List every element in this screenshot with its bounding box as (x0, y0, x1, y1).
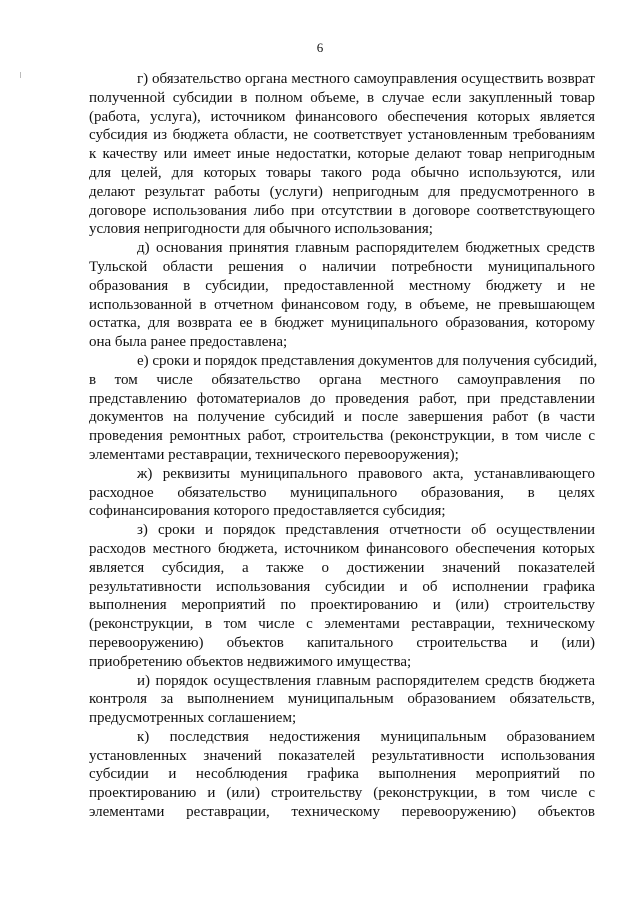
text-line: приобретению объектов недвижимого имущества; (89, 653, 412, 670)
text-line: субсидия из бюджета области, не соответствует установленным требованиям (89, 127, 595, 144)
text-line: г) обязательство органа местного самоуправления осуществить возврат (137, 71, 595, 87)
paragraph (89, 521, 595, 671)
document-body (89, 70, 598, 822)
paragraph (89, 70, 595, 239)
text-line: ж) реквизиты муниципального правового акта, устанавливающего (137, 465, 595, 482)
text-line: Тульской области решения о наличии потребности муниципального (89, 258, 595, 275)
text-line: условия непригодности для обычного использования; (89, 221, 433, 238)
text-line: расходное обязательство муниципального образования, в целях (89, 484, 595, 501)
text-line: расходов местного бюджета, источником финансового обеспечения которых (89, 540, 595, 557)
text-line: делают результат работы (услуги) непригодным для предусмотренного в (89, 183, 595, 200)
text-line: к) последствия недостижения муниципальным образованием (137, 728, 595, 745)
text-line: элементами реставрации, техническому перевооружению) объектов (89, 804, 595, 821)
text-line: результативности использования субсидии и об исполнении графика (89, 578, 595, 595)
text-line: для целей, для которых товары такого рода обычно используются, или (89, 164, 595, 181)
text-line: полученной субсидии в полном объеме, в случае если закупленный товар (89, 89, 595, 106)
text-line: к качеству или имеет иные недостатки, которые делают товар непригодным (89, 146, 595, 163)
text-line: выполнения мероприятий по проектированию и (или) строительству (89, 597, 595, 614)
text-line: в том числе обязательство органа местного самоуправления по (89, 371, 595, 388)
scan-margin-mark (20, 72, 21, 78)
text-line: договоре использования либо при отсутствии в договоре соответствующего (89, 202, 595, 219)
text-line: з) сроки и порядок представления отчетности об осуществлении (137, 522, 595, 539)
text-line: контроля за выполнением муниципальным образованием обязательств, (89, 691, 595, 708)
paragraph (89, 465, 595, 521)
text-line: остатка, для возврата ее в бюджет муниципального образования, которому (89, 315, 595, 332)
text-line: использованной в отчетном финансовом году, в объеме, не превышающем (89, 296, 595, 313)
text-line: перевооружению) объектов капитального строительства и (или) (89, 634, 595, 651)
text-line: (работа, услуга), источником финансового обеспечения которых является (89, 108, 595, 125)
text-line: проведения ремонтных работ, строительства (реконструкции, в том числе с (89, 428, 595, 445)
paragraph (89, 239, 595, 352)
text-line: элементами реставрации, технического перевооружения); (89, 446, 459, 463)
text-line: документов на получение субсидий и после завершения работ (в части (89, 409, 595, 426)
text-line: установленных значений показателей результативности использования (89, 747, 595, 764)
text-line: софинансирования которого предоставляется субсидия; (89, 503, 446, 520)
paragraph (89, 672, 595, 728)
text-line: д) основания принятия главным распорядителем бюджетных средств (137, 240, 595, 257)
text-line: и) порядок осуществления главным распорядителем средств бюджета (137, 672, 595, 689)
text-line: е) сроки и порядок представления документов для получения субсидий, (137, 352, 598, 369)
text-line: является субсидия, а также о достижении значений показателей (89, 559, 595, 576)
text-line: предусмотренных соглашением; (89, 710, 297, 727)
text-line: (реконструкции, в том числе с элементами реставрации, техническому (89, 616, 595, 633)
text-line: субсидии и несоблюдения графика выполнения мероприятий по (89, 766, 595, 783)
page-number: 6 (316, 40, 324, 55)
text-line: она была ранее предоставлена; (89, 334, 288, 351)
text-line: представлению фотоматериалов до проведения работ, при представлении (89, 390, 595, 407)
text-line: проектированию и (или) строительству (реконструкции, в том числе с (89, 785, 595, 802)
paragraph (89, 352, 598, 465)
text-line: образования в субсидии, предоставленной местному бюджету и не (89, 277, 595, 294)
paragraph (89, 728, 595, 822)
